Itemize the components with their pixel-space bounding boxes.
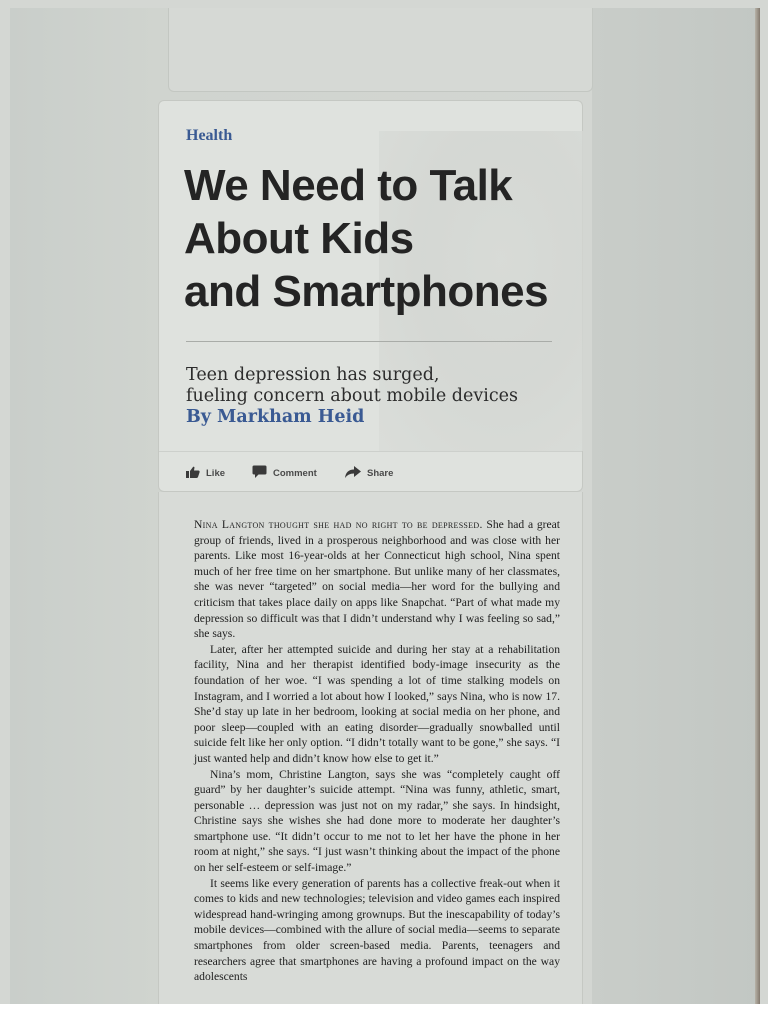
facing-page-shade bbox=[592, 8, 760, 1014]
paragraph-2: Later, after her attempted suicide and during her stay at a rehabilitation facility, Nina and her therapist identified body-image insecurity as the foundation of her woe. “I was spending a lot of time stalking models on Instagram, and I worried a lot about how I looked,” says Nina, who is now 17. She’d stay up late in her bedroom, looking at social media on her phone, and poor sleep—coupled with an eating disorder—gradually snowballed until suicide felt like her only option. “I didn’t totally want to be gone,” she says. “I just wanted help and didn’t know how else to get it.” bbox=[194, 642, 560, 765]
paragraph-3: Nina’s mom, Christine Langton, says she was “completely caught off guard” by her daughter’s suicide attempt. “Nina was funny, athletic, smart, personable … depression was just not on my radar,” she says. In hindsight, Christine says she wishes she had done more to moderate her daughter’s smartphone use. “It didn’t occur to me not to let her have the phone in her room at night,” she says. “I just wasn’t thinking about the impact of the phone on her self-esteem or self-image.” bbox=[194, 767, 560, 875]
category-label[interactable]: Health bbox=[186, 127, 233, 144]
paragraph-1 bbox=[194, 517, 560, 642]
article-body bbox=[194, 517, 560, 985]
dek-line-1: Teen depression has surged, bbox=[186, 365, 440, 385]
comment-label: Comment bbox=[273, 467, 317, 479]
like-button[interactable] bbox=[186, 466, 225, 480]
thumbs-up-icon bbox=[186, 466, 200, 481]
paragraph-1-text: She had a great group of friends, lived in a prosperous neighborhood and was close with her parents. Like most 16-year-olds at her Connecticut high school, Nina spent much of her free time on her smartphone. But unlike many of her classmates, she was never “targeted” on social media—her word for the bullying and criticism that takes place daily on apps like Snapchat. “Part of what made my depression so difficult was that I didn’t understand why I was feeling so sad,” she says. bbox=[194, 518, 560, 641]
share-arrow-icon bbox=[345, 466, 361, 481]
comment-button[interactable] bbox=[252, 466, 317, 480]
previous-card bbox=[168, 8, 593, 92]
dek-line-2: fueling concern about mobile devices bbox=[186, 386, 518, 406]
headline-line-3: and Smartphones bbox=[184, 267, 549, 316]
page-spine-edge bbox=[755, 8, 760, 1014]
paragraph-4: It seems like every generation of parents has a collective freak-out when it comes to kids and new technologies; television and video games each inspired widespread hand-wringing among grownups. But the inescapability of today’s mobile devices—combined with the allure of social media—seems to separate smartphones from older screen-based media. Parents, teenagers and researchers agree that smartphones are having a profound impact on the way adolescents bbox=[194, 876, 560, 984]
headline-divider bbox=[186, 341, 552, 342]
scan-bottom-margin bbox=[0, 1004, 768, 1024]
comment-bubble-icon bbox=[252, 465, 267, 481]
social-bar bbox=[159, 451, 582, 491]
dek bbox=[186, 365, 566, 407]
article-header-card bbox=[158, 100, 583, 492]
headline-line-1: We Need to Talk bbox=[184, 161, 513, 210]
byline[interactable]: By Markham Heid bbox=[186, 407, 365, 427]
headline-line-2: About Kids bbox=[184, 214, 414, 263]
headline bbox=[184, 159, 574, 318]
lead-in: Nina Langton thought she had no right to be depressed. bbox=[194, 518, 483, 531]
like-label: Like bbox=[206, 467, 226, 479]
share-label: Share bbox=[367, 467, 394, 479]
share-button[interactable] bbox=[345, 466, 393, 480]
